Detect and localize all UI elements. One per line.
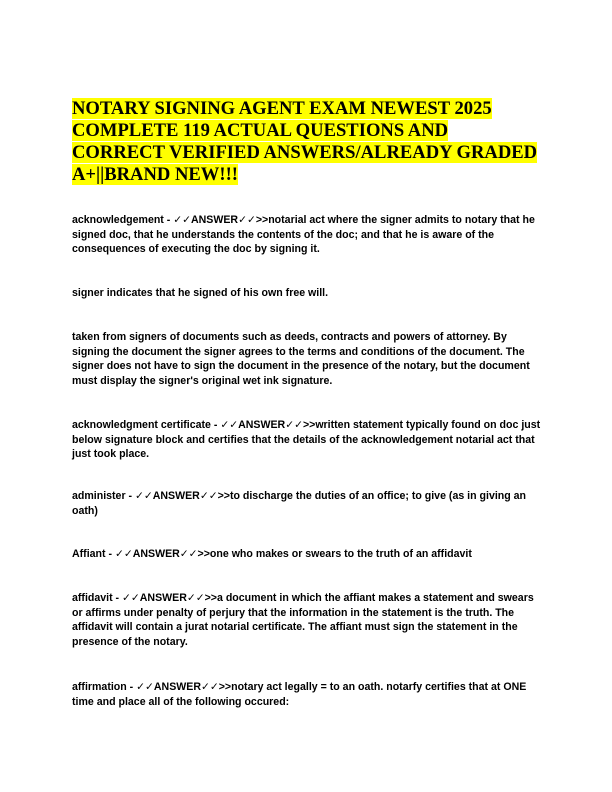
paragraph-free-will: signer indicates that he signed of his own free will.: [72, 287, 329, 299]
paragraph-administer: administer - ✓✓ANSWER✓✓>>to discharge the duties of an office; to give (as in giving an oath): [72, 490, 527, 517]
document-title: [72, 98, 542, 186]
paragraph-signers-documents: taken from signers of documents such as deeds, contracts and powers of attorney. By signing the document the signer agrees to the terms and conditions of the document. The signer does not have to sign the document in the presence of the notary, but the document must display the signer's original wet ink signature.: [72, 331, 530, 387]
paragraph-acknowledgement: acknowledgement - ✓✓ANSWER✓✓>>notarial act where the signer admits to notary that he signed doc, that he understands the contents of the doc; and that he is aware of the consequences of executing the doc by signing it.: [72, 214, 535, 256]
title-highlight: NOTARY SIGNING AGENT EXAM NEWEST 2025 COMPLETE 119 ACTUAL QUESTIONS AND CORRECT VERIFIED ANSWERS/ALREADY GRADED A+||BRAND NEW!!!: [72, 98, 538, 185]
paragraph-acknowledgment-certificate: acknowledgment certificate - ✓✓ANSWER✓✓>>written statement typically found on doc just below signature block and certifies that the details of the acknowledgement notarial act that just took place.: [72, 419, 541, 461]
paragraph-affidavit: affidavit - ✓✓ANSWER✓✓>>a document in which the affiant makes a statement and swears or affirms under penalty of perjury that the information in the statement is the truth. The affidavit will contain a jurat notarial certificate. The affiant must sign the statement in the presence of the notary.: [72, 592, 534, 648]
paragraph-affiant: Affiant - ✓✓ANSWER✓✓>>one who makes or swears to the truth of an affidavit: [72, 548, 472, 560]
paragraph-affirmation: affirmation - ✓✓ANSWER✓✓>>notary act legally = to an oath. notarfy certifies that at ONE time and place all of the following occured:: [72, 681, 527, 708]
